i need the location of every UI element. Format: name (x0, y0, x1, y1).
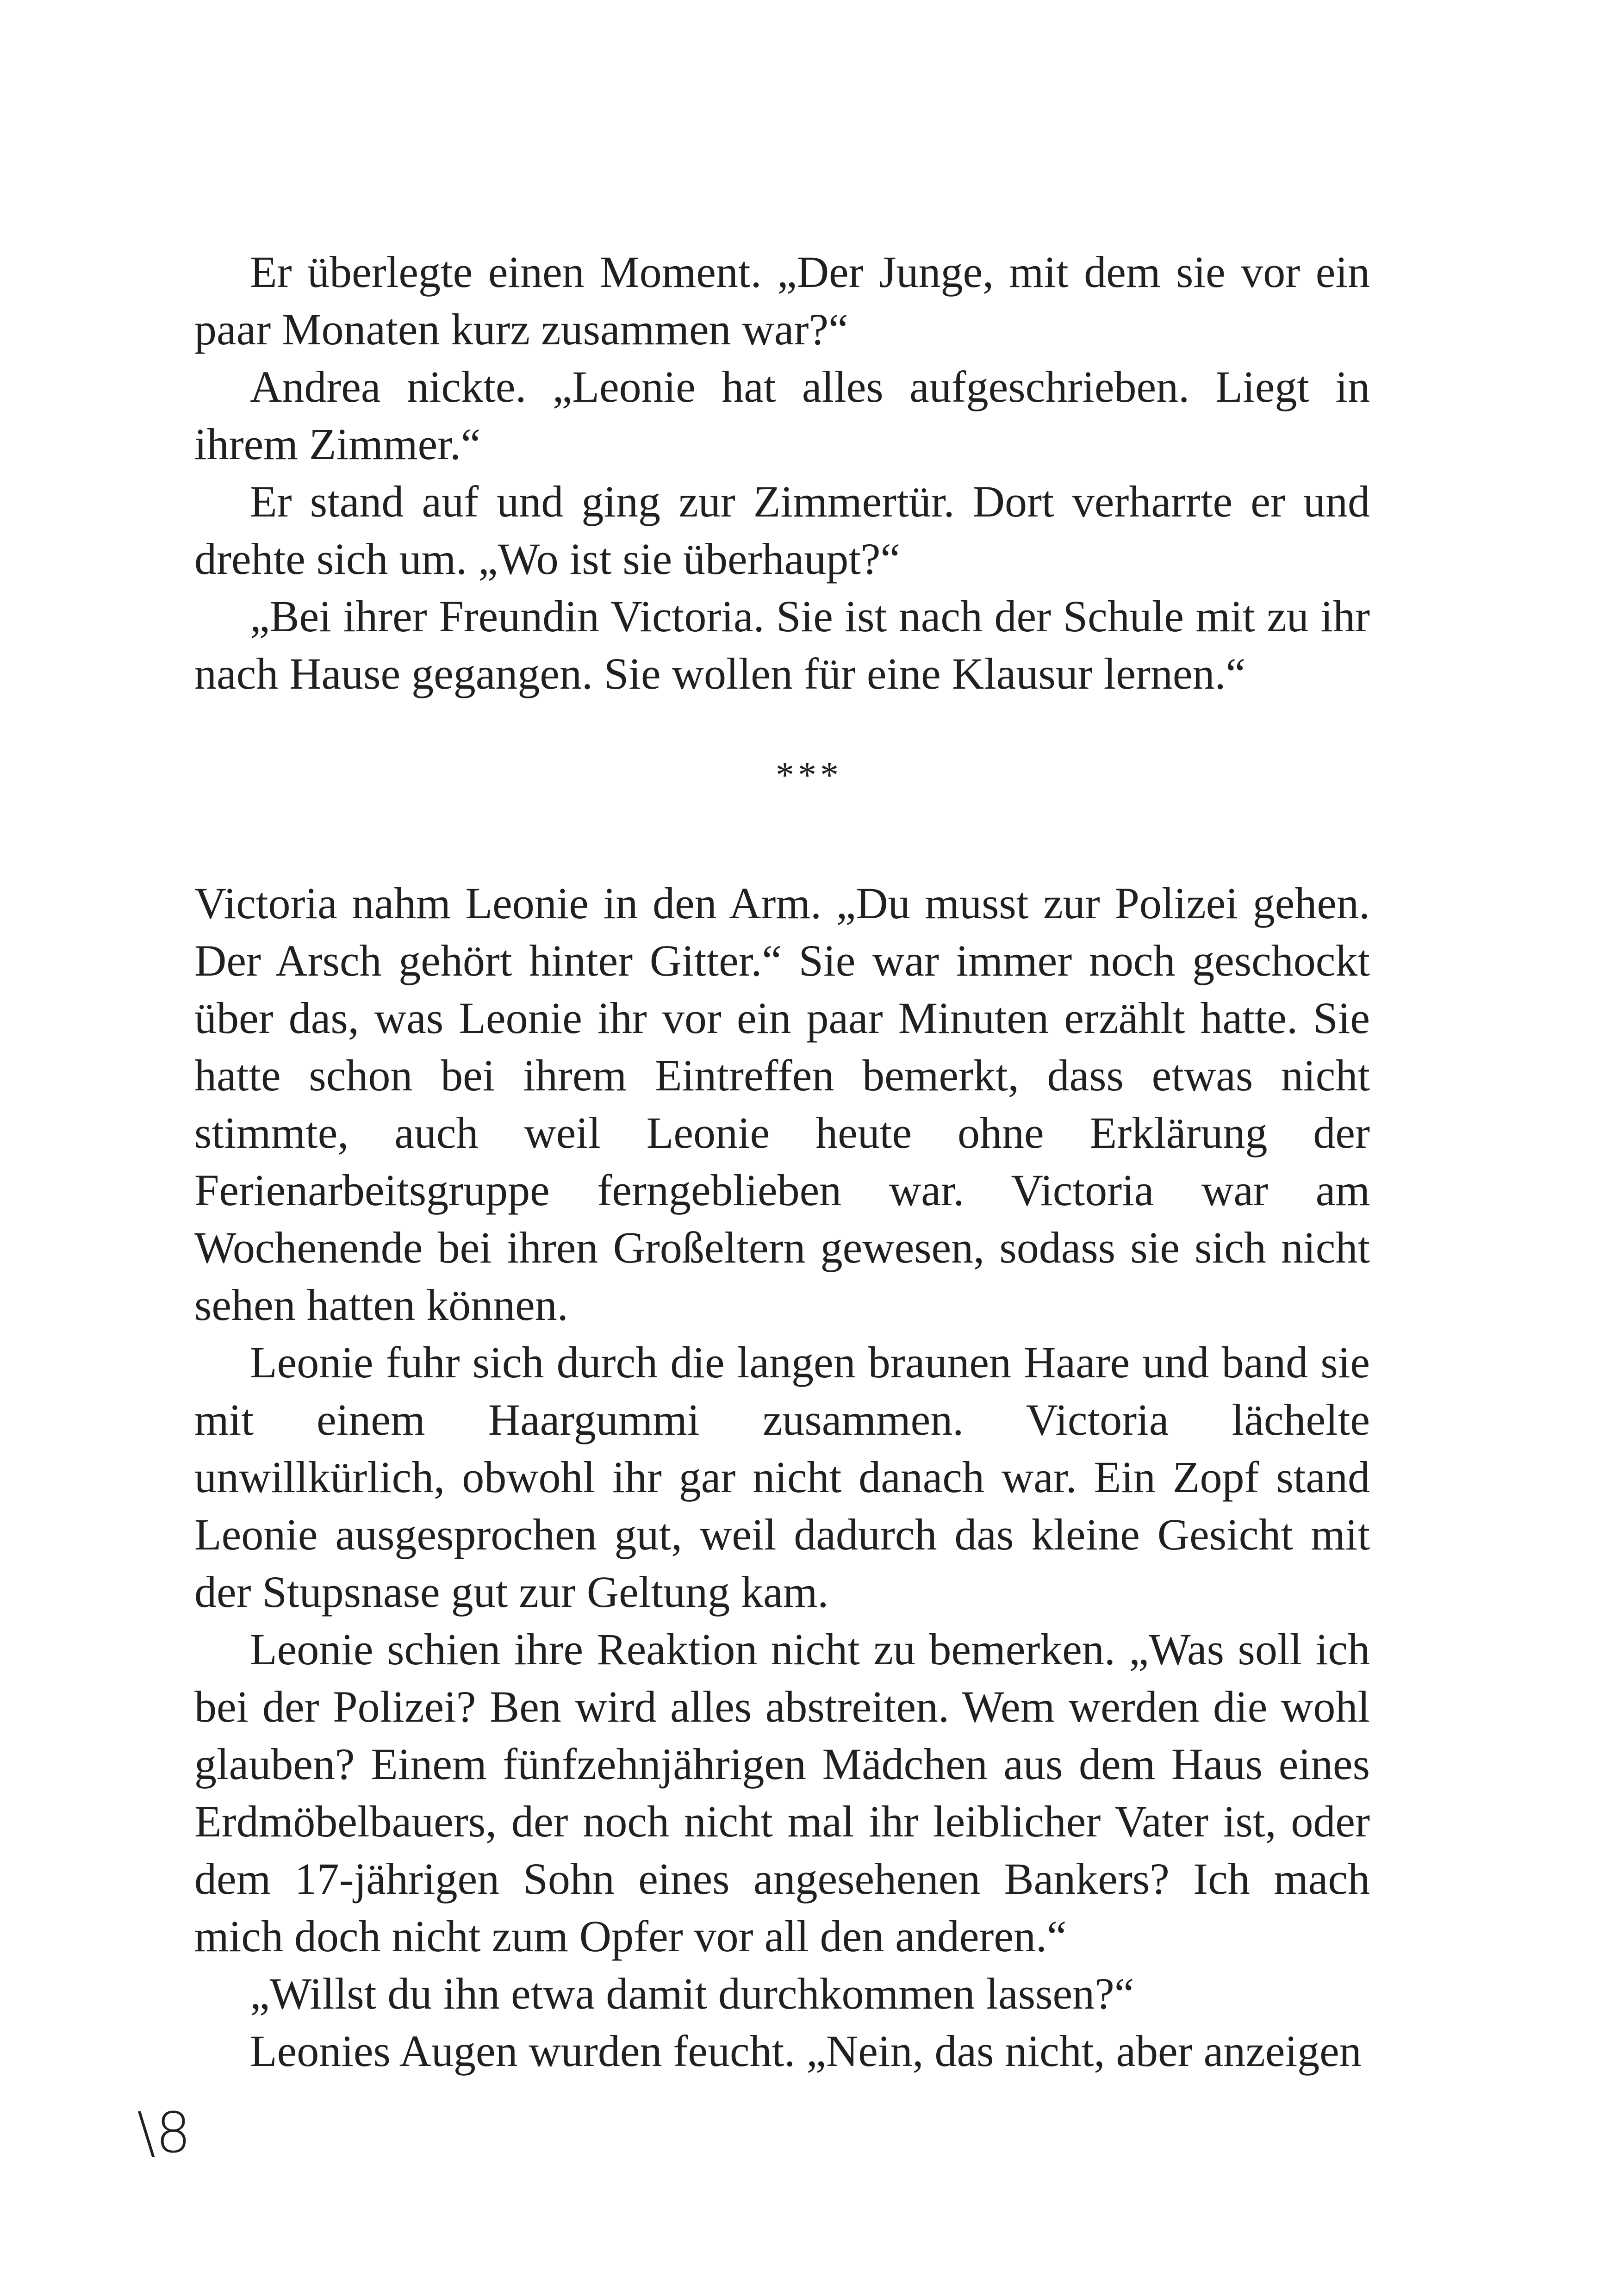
text-section-2 (194, 875, 1370, 2080)
paragraph: Leonie fuhr sich durch die langen braunen Haare und band sie mit einem Haargummi zusammen. Victoria lächelte unwillkürlich, obwohl ihr gar nicht danach war. Ein Zopf stand Leonie ausgesprochen gut, weil dadurch das kleine Gesicht mit der Stupsnase gut zur Geltung kam. (194, 1338, 1370, 1617)
page-number: \8 (137, 2101, 191, 2165)
text-section-1 (194, 243, 1370, 703)
paragraph: Andrea nickte. „Leonie hat alles aufgeschrieben. Liegt in ihrem Zimmer.“ (194, 362, 1370, 469)
paragraph: Er überlegte einen Moment. „Der Junge, mit dem sie vor ein paar Monaten kurz zusammen war?“ (194, 247, 1370, 354)
paragraph: „Bei ihrer Freundin Victoria. Sie ist nach der Schule mit zu ihr nach Hause gegangen. Sie wollen für eine Klausur lernen.“ (194, 591, 1370, 698)
paragraph: Er stand auf und ging zur Zimmertür. Dort verharrte er und drehte sich um. „Wo ist sie überhaupt?“ (194, 477, 1370, 584)
paragraph: Leonie schien ihre Reaktion nicht zu bemerken. „Was soll ich bei der Polizei? Ben wird alles abstreiten. Wem werden die wohl glauben? Einem fünfzehnjährigen Mädchen aus dem Haus eines Erdmöbelbauers, der noch nicht mal ihr leiblicher Vater ist, oder dem 17-jährigen Sohn eines angesehenen Bankers? Ich mach mich doch nicht zum Opfer vor all den anderen.“ (194, 1624, 1370, 1961)
scene-break: *** (776, 755, 842, 796)
paragraph: Victoria nahm Leonie in den Arm. „Du musst zur Polizei gehen. Der Arsch gehört hinter Gitter.“ Sie war immer noch geschockt über das, was Leonie ihr vor ein paar Minuten erzählt hatte. Sie hatte schon bei ihrem Eintreffen bemerkt, dass etwas nicht stimmte, auch weil Leonie heute ohne Erklärung der Ferienarbeitsgruppe ferngeblieben war. Victoria war am Wochenende bei ihren Großeltern gewesen, sodass sie sich nicht sehen hatten können. (194, 878, 1370, 1330)
paragraph: Leonies Augen wurden feucht. „Nein, das nicht, aber anzeigen (250, 2026, 1362, 2076)
paragraph: „Willst du ihn etwa damit durchkommen lassen?“ (250, 1969, 1134, 2018)
